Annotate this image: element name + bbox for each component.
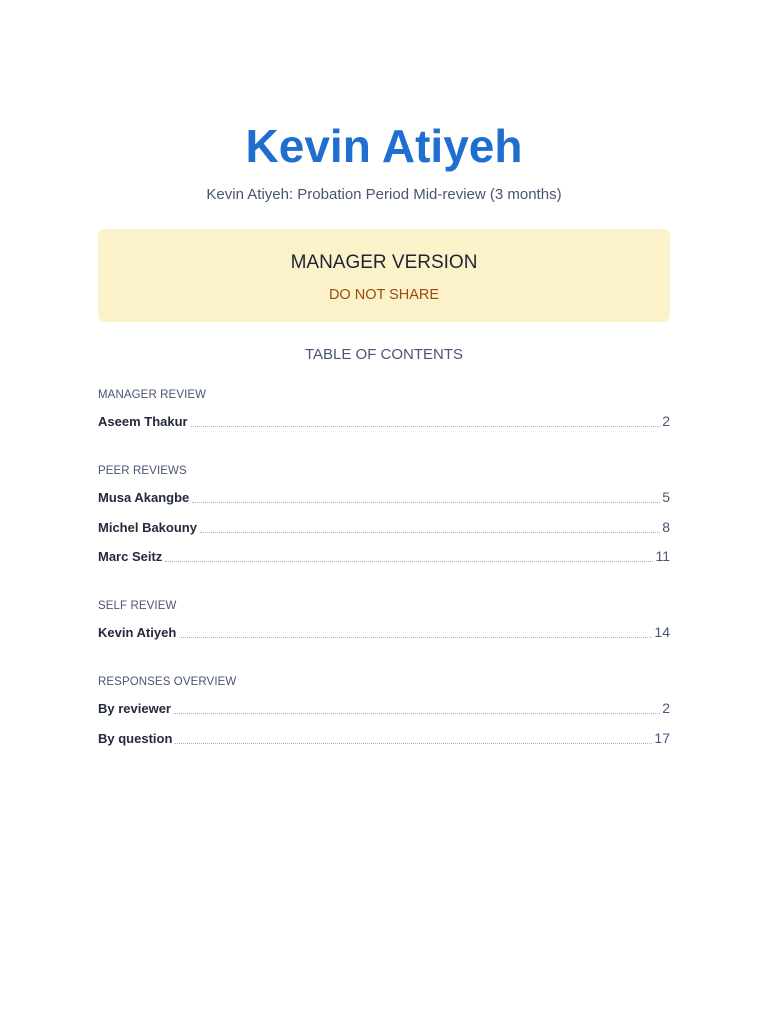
toc-entry-page: 2 bbox=[662, 413, 670, 429]
toc-entry-michel-bakouny[interactable] bbox=[98, 518, 670, 536]
toc-entry-by-question[interactable] bbox=[98, 729, 670, 747]
manager-version-notice bbox=[98, 229, 670, 322]
toc-entry-page: 11 bbox=[655, 548, 670, 564]
toc-entry-page: 5 bbox=[662, 489, 670, 505]
notice-subheading: DO NOT SHARE bbox=[328, 287, 440, 303]
toc-section-self-review: SELF REVIEW bbox=[98, 600, 177, 612]
toc-entry-name: Kevin Atiyeh bbox=[98, 625, 177, 640]
toc-entry-page: 14 bbox=[654, 624, 670, 640]
notice-heading: MANAGER VERSION bbox=[290, 252, 478, 273]
toc-section-responses-overview: RESPONSES OVERVIEW bbox=[98, 676, 237, 688]
toc-dot-leader bbox=[200, 531, 660, 533]
toc-entry-page: 17 bbox=[654, 730, 670, 746]
toc-entry-name: Musa Akangbe bbox=[98, 490, 190, 505]
toc-entry-page: 2 bbox=[662, 700, 670, 716]
toc-entry-name: By reviewer bbox=[98, 701, 171, 716]
toc-section-peer-reviews: PEER REVIEWS bbox=[98, 465, 187, 477]
toc-entry-page: 8 bbox=[662, 519, 670, 535]
toc-entry-name: By question bbox=[98, 731, 173, 746]
document-title: Kevin Atiyeh bbox=[245, 120, 523, 172]
toc-dot-leader bbox=[165, 560, 653, 562]
document-subtitle: Kevin Atiyeh: Probation Period Mid-review (3 months) bbox=[206, 186, 562, 203]
toc-entry-name: Aseem Thakur bbox=[98, 414, 188, 429]
toc-dot-leader bbox=[191, 425, 661, 427]
toc-entry-name: Marc Seitz bbox=[98, 549, 163, 564]
toc-dot-leader bbox=[174, 712, 660, 714]
toc-section-manager-review: MANAGER REVIEW bbox=[98, 389, 207, 401]
toc-dot-leader bbox=[192, 501, 660, 503]
toc-dot-leader bbox=[175, 742, 652, 744]
toc-entry-kevin-atiyeh[interactable] bbox=[98, 623, 670, 641]
toc-entry-musa-akangbe[interactable] bbox=[98, 488, 670, 506]
toc-entry-aseem-thakur[interactable] bbox=[98, 412, 670, 430]
toc-dot-leader bbox=[179, 636, 652, 638]
toc-entry-by-reviewer[interactable] bbox=[98, 699, 670, 717]
toc-entry-name: Michel Bakouny bbox=[98, 520, 197, 535]
toc-entry-marc-seitz[interactable] bbox=[98, 547, 670, 565]
toc-heading: TABLE OF CONTENTS bbox=[304, 346, 464, 363]
